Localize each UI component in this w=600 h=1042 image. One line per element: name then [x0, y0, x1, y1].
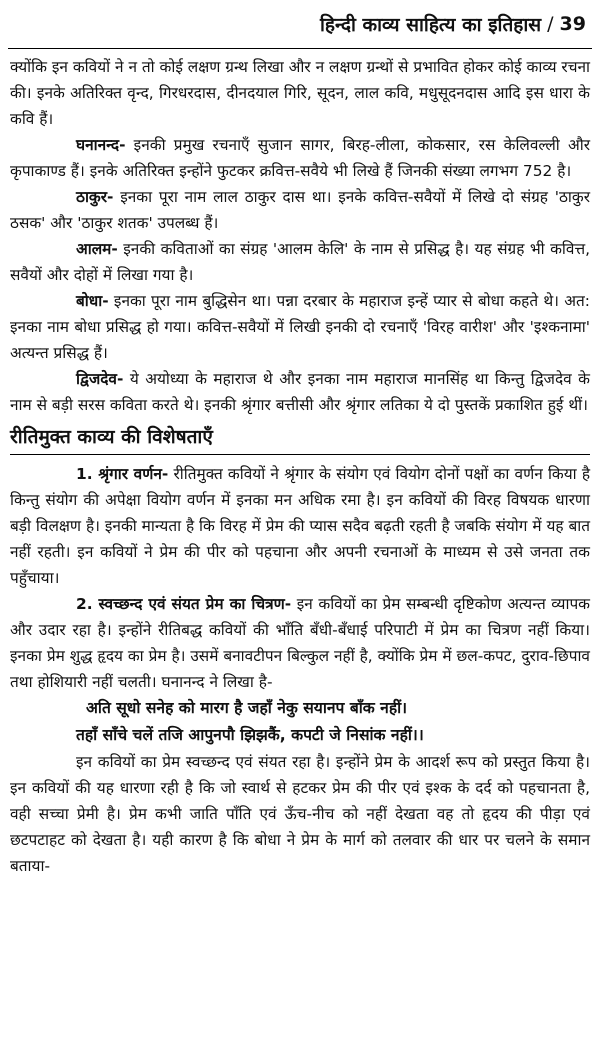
page-number: 39 — [559, 13, 586, 35]
poet-description: इनकी कविताओं का संग्रह 'आलम केलि' के नाम से प्रसिद्ध है। यह संग्रह भी कवित्त, सवैयों और दोहों में लिखा गया है। — [10, 240, 590, 284]
running-header — [320, 4, 586, 44]
poet-bodha — [10, 288, 590, 366]
header-separator: / — [547, 13, 554, 35]
verse-line-2: तहाँ साँचे चलें तजि आपुनपौ झिझकैं, कपटी जे निसांक नहीं।। — [76, 726, 424, 744]
poet-description: ये अयोध्या के महाराज थे और इनका नाम महाराज मानसिंह था किन्तु द्विजदेव के नाम से बड़ी सरस कविता करते थे। इनकी श्रृंगार बत्तीसी और श्रृंगार लतिका ये दो पुस्तकें प्रकाशित हुई थीं। — [10, 370, 590, 414]
header-title: हिन्दी काव्य साहित्य का इतिहास — [320, 14, 542, 36]
poet-dwijdev — [10, 366, 590, 418]
poet-description: इनका पूरा नाम लाल ठाकुर दास था। इनके कवित्त-सवैयों में लिखे दो संग्रह 'ठाकुर ठसक' और 'ठाकुर शतक' उपलब्ध हैं। — [10, 188, 590, 232]
feature-heading: 1. श्रृंगार वर्णन- — [76, 465, 169, 483]
poet-description: इनकी प्रमुख रचनाएँ सुजान सागर, बिरह-लीला, कोकसार, रस केलिवल्ली और कृपाकाण्ड हैं। इनके अतिरिक्त इन्होंने फुटकर क्रवित्त-सवैये भी लिखे हैं जिनकी संख्या लगभग 752 है। — [10, 136, 590, 180]
poet-name: आलम- — [76, 240, 118, 258]
feature-text: रीतिमुक्त कवियों ने श्रृंगार के संयोग एवं वियोग दोनों पक्षों का वर्णन किया है किन्तु संयोग की अपेक्षा वियोग वर्णन में इनका मन अधिक रमा है। इन कवियों की विरह विषयक धारणा बड़ी विलक्षण है। इनकी मान्यता है कि विरह में प्रेम की प्यास सदैव बढ़ती रहती है जबकि संयोग में यह बात नहीं रहती। इन कवियों ने प्रेम की पीर को पहचाना और अपनी रचनाओं के माध्यम से उसे जनता तक पहुँचाया। — [10, 465, 591, 587]
section-rule — [10, 454, 590, 455]
feature-shringar — [10, 461, 590, 591]
header-rule — [8, 48, 592, 49]
verse-line-1: अति सूधो सनेह को मारग है जहाँ नेकु सयानप बाँक नहीं। — [86, 699, 408, 717]
poet-alam — [10, 236, 590, 288]
feature-heading: 2. स्वच्छन्द एवं संयत प्रेम का चित्रण- — [76, 595, 292, 613]
poet-name: बोधा- — [76, 292, 109, 310]
page-body — [10, 54, 590, 879]
poet-ghananand — [10, 132, 590, 184]
poet-thakur — [10, 184, 590, 236]
poet-name: द्विजदेव- — [76, 370, 124, 388]
poet-description: इनका पूरा नाम बुद्धिसेन था। पन्ना दरबार के महाराज इन्हें प्यार से बोधा कहते थे। अत: इनका नाम बोधा प्रसिद्ध हो गया। कवित्त-सवैयों में लिखी इनकी दो रचनाएँ 'विरह वारीश' और 'इश्कनामा' अत्यन्त प्रसिद्ध हैं। — [10, 292, 590, 362]
poet-name: ठाकुर- — [76, 188, 114, 206]
feature-text: इन कवियों का प्रेम सम्बन्धी दृष्टिकोण अत्यन्त व्यापक और उदार रहा है। इन्होंने रीतिबद्ध कवियों की भाँति बँधी-बँधाई परिपाटी में प्रेम का चित्रण नहीं किया। इनका प्रेम शुद्ध हृदय का प्रेम है। उसमें बनावटीपन बिल्कुल नहीं है, क्योंकि प्रेम में छल-कपट, दुराव-छिपाव तथा होशियारी नहीं चलती। घनानन्द ने लिखा है- — [10, 595, 591, 691]
intro-paragraph: क्योंकि इन कवियों ने न तो कोई लक्षण ग्रन्थ लिखा और न लक्षण ग्रन्थों से प्रभावित होकर कोई काव्य रचना की। इनके अतिरिक्त वृन्द, गिरधरदास, दीनदयाल गिरि, सूदन, लाल कवि, मधुसूदनदास आदि इस धारा के कवि हैं। — [10, 58, 591, 128]
closing-paragraph: इन कवियों का प्रेम स्वच्छन्द एवं संयत रहा है। इन्होंने प्रेम के आदर्श रूप को प्रस्तुत किया है। इन कवियों की यह धारणा रही है कि जो स्वार्थ से हटकर प्रेम की पीर एवं इश्क के दर्द को पहचानता है, वही सच्चा प्रेमी है। प्रेम कभी जाति पाँति एवं ऊँच-नीच को नहीं देखता वह तो हृदय की पीड़ा एवं छटपटाहट को देखता है। यही कारण है कि बोधा ने प्रेम के मार्ग को तलवार की धार पर चलने के समान बताया- — [10, 753, 590, 875]
poet-name: घनानन्द- — [76, 136, 126, 154]
feature-prem — [10, 591, 590, 695]
section-heading: रीतिमुक्त काव्य की विशेषताएँ — [10, 426, 213, 448]
